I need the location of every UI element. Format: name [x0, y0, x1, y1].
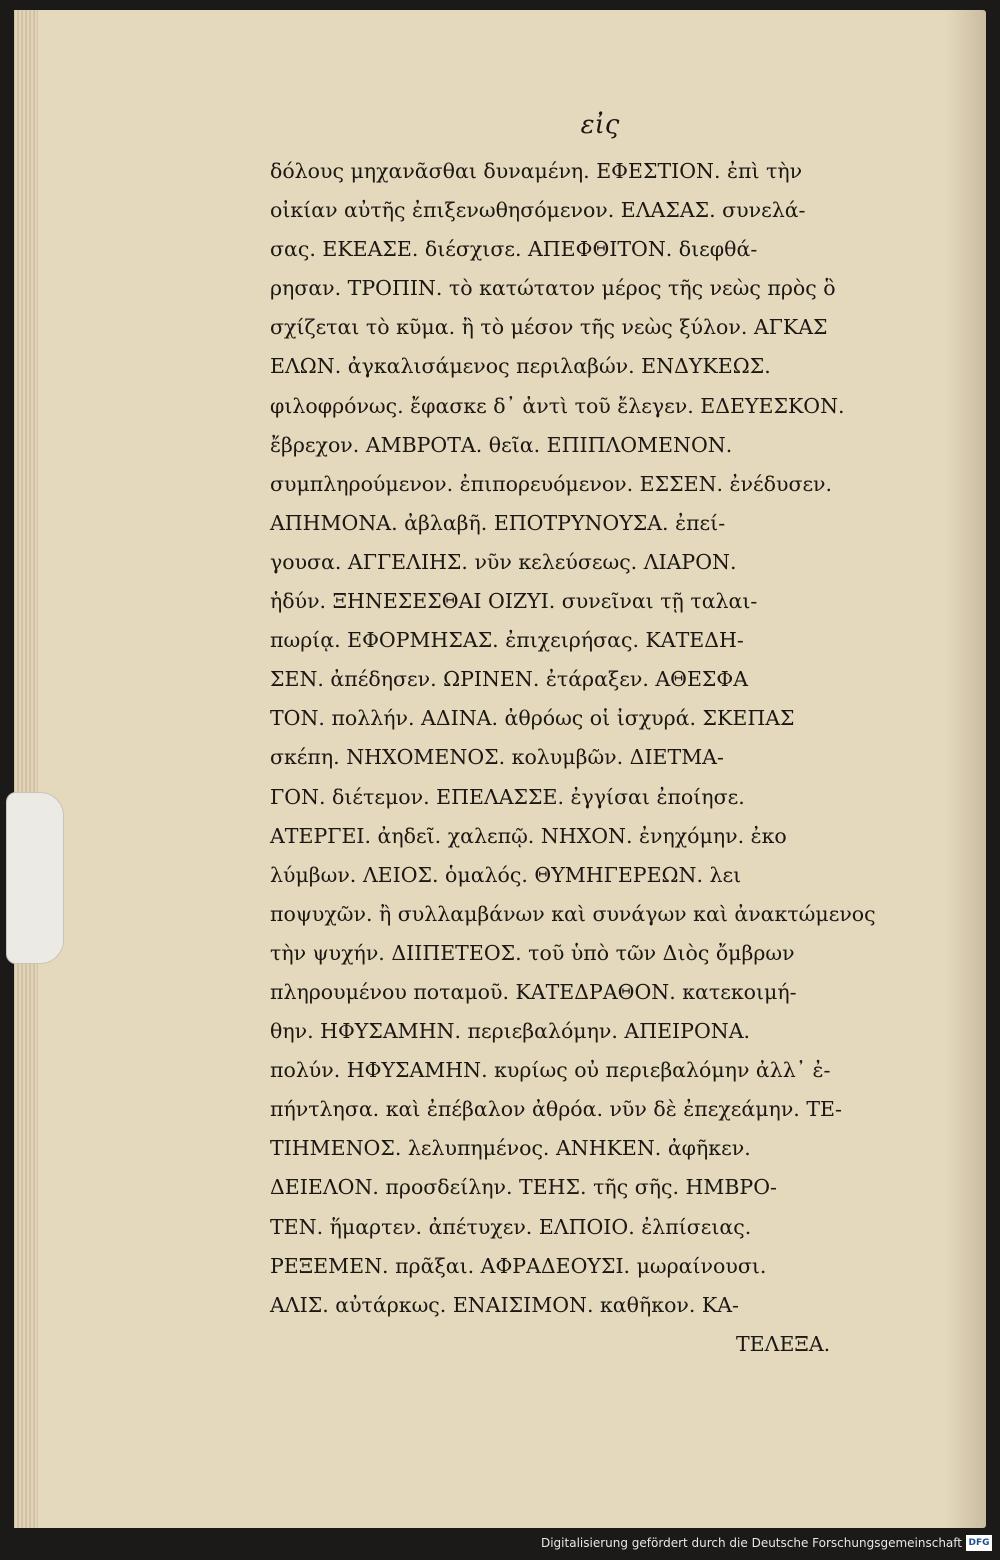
page-gutter-shadow — [946, 10, 986, 1528]
text-line: ἡδύν. ΞΗΝΕΣΕΣΘΑΙ ΟΙΖΥΙ. συνεῖναι τῇ ταλαι- — [270, 589, 758, 614]
text-line: σας. ΕΚΕΑΣΕ. διέσχισε. ΑΠΕΦΘΙΤΟΝ. διεφθά- — [270, 237, 758, 262]
text-block — [270, 152, 920, 1364]
text-line: δόλους μηχανᾶσθαι δυναμένη. ΕΦΕΣΤΙΟΝ. ἐπὶ τὴν — [270, 159, 803, 183]
scanned-page — [14, 10, 986, 1528]
text-line: πωρίᾳ. ΕΦΟΡΜΗΣΑΣ. ἐπιχειρήσας. ΚΑΤΕΔΗ- — [270, 628, 744, 653]
text-line-last: ΤΕΛΕΞΑ. — [736, 1331, 831, 1356]
text-line: γουσα. ΑΓΓΕΛΙΗΣ. νῦν κελεύσεως. ΛΙΑΡΟΝ. — [270, 549, 737, 574]
running-head: εἰς — [580, 110, 620, 140]
funding-credit: Digitalisierung gefördert durch die Deutsche Forschungsgemeinschaft — [540, 1536, 962, 1550]
text-line: ΕΛΩΝ. ἀγκαλισάμενος περιλαβών. ΕΝΔΥΚΕΩΣ. — [270, 354, 771, 379]
text-line: φιλοφρόνως. ἔφασκε δ᾽ ἀντὶ τοῦ ἔλεγεν. ΕΔΕΥΕΣΚΟΝ. — [270, 393, 845, 418]
text-line: ΤΕΝ. ἥμαρτεν. ἀπέτυχεν. ΕΛΠΟΙΟ. ἐλπίσειας. — [270, 1214, 752, 1239]
text-line: ΑΠΗΜΟΝΑ. ἀβλαβῆ. ΕΠΟΤΡΥΝΟΥΣΑ. ἐπεί- — [270, 510, 726, 535]
text-line: ρησαν. ΤΡΟΠΙΝ. τὸ κατώτατον μέρος τῆς νεὼς πρὸς ὃ — [270, 276, 836, 301]
text-line: ΓΟΝ. διέτεμον. ΕΠΕΛΑΣΣΕ. ἐγγίσαι ἐποίησε. — [270, 784, 745, 809]
text-line: λύμβων. ΛΕΙΟΣ. ὁμαλός. ΘΥΜΗΓΕΡΕΩΝ. λει — [270, 862, 742, 887]
text-line: ποψυχῶν. ἢ συλλαμβάνων καὶ συνάγων καὶ ἀνακτώμενος — [270, 901, 876, 926]
text-line: σχίζεται τὸ κῦμα. ἢ τὸ μέσον τῆς νεὼς ξύλον. ΑΓΚΑΣ — [270, 315, 828, 340]
text-line: ΑΛΙΣ. αὐτάρκως. ΕΝΑΙΣΙΜΟΝ. καθῆκον. ΚΑ- — [270, 1292, 739, 1317]
text-line: ΑΤΕΡΓΕΙ. ἀηδεῖ. χαλεπῷ. ΝΗΧΟΝ. ἐνηχόμην. ἐκο — [270, 823, 787, 848]
text-line: ΣΕΝ. ἀπέδησεν. ΩΡΙΝΕΝ. ἐτάραξεν. ΑΘΕΣΦΑ — [270, 667, 749, 692]
text-line: τὴν ψυχήν. ΔΙΙΠΕΤΕΟΣ. τοῦ ὑπὸ τῶν Διὸς ὄμβρων — [270, 940, 795, 965]
dfg-logo-icon: DFG — [966, 1535, 992, 1551]
text-line: ΤΟΝ. πολλήν. ΑΔΙΝΑ. ἀθρόως οἱ ἰσχυρά. ΣΚΕΠΑΣ — [270, 706, 795, 731]
text-line: ἔβρεχον. ΑΜΒΡΟΤΑ. θεῖα. ΕΠΙΠΛΟΜΕΝΟΝ. — [270, 432, 733, 457]
text-line: πληρουμένου ποταμοῦ. ΚΑΤΕΔΡΑΘΟΝ. κατεκοιμή- — [270, 979, 797, 1004]
text-line: πήντλησα. καὶ ἐπέβαλον ἀθρόα. νῦν δὲ ἐπεχεάμην. ΤΕ- — [270, 1097, 842, 1122]
text-line: ΡΕΞΕΜΕΝ. πρᾶξαι. ΑΦΡΑΔΕΟΥΣΙ. μωραίνουσι. — [270, 1253, 767, 1278]
page-fore-edge — [14, 10, 38, 1528]
text-line: συμπληρούμενον. ἐπιπορευόμενον. ΕΣΣΕΝ. ἐνέδυσεν. — [270, 471, 833, 496]
text-line: πολύν. ΗΦΥΣΑΜΗΝ. κυρίως οὐ περιεβαλόμην ἀλλ᾽ ἐ- — [270, 1058, 831, 1083]
text-line: σκέπη. ΝΗΧΟΜΕΝΟΣ. κολυμβῶν. ΔΙΕΤΜΑ- — [270, 745, 724, 770]
text-line: θην. ΗΦΥΣΑΜΗΝ. περιεβαλόμην. ΑΠΕΙΡΟΝΑ. — [270, 1019, 751, 1044]
page-clip-tab — [6, 792, 64, 964]
footer-bar — [0, 1528, 1000, 1560]
text-line: οἰκίαν αὐτῆς ἐπιξενωθησόμενον. ΕΛΑΣΑΣ. συνελά- — [270, 198, 806, 223]
text-line: ΔΕΙΕΛΟΝ. προσδείλην. ΤΕΗΣ. τῆς σῆς. ΗΜΒΡΟ- — [270, 1175, 777, 1200]
text-line: ΤΙΗΜΕΝΟΣ. λελυπημένος. ΑΝΗΚΕΝ. ἀφῆκεν. — [270, 1136, 751, 1161]
